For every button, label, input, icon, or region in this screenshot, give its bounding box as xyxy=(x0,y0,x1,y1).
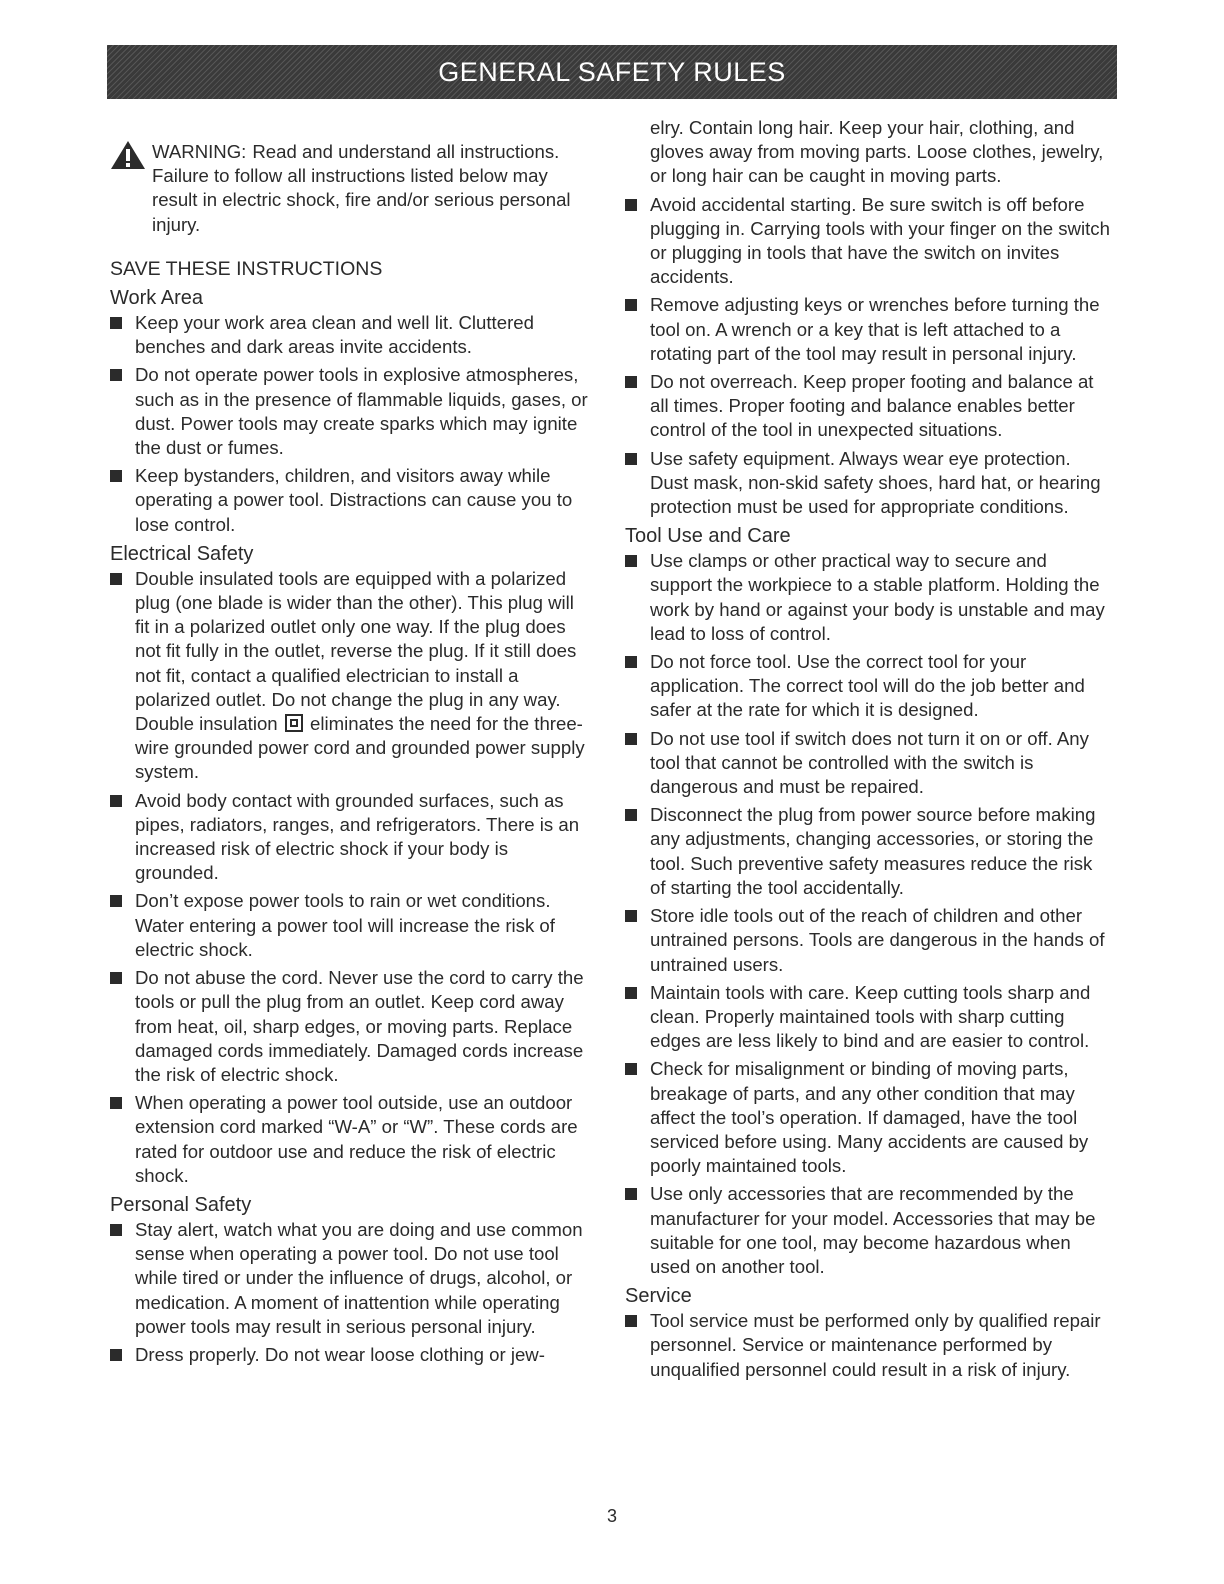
list-item: Remove adjusting keys or wrenches before turning the tool on. A wrench or a key that is left attached to a rotating part of the tool may result in personal injury. xyxy=(625,293,1110,366)
section-title-electrical-safety: Electrical Safety xyxy=(110,542,254,565)
list-item: Keep bystanders, children, and visitors away while operating a power tool. Distractions can cause you to lose control. xyxy=(110,464,590,537)
list-item: Avoid accidental starting. Be sure switch is off before plugging in. Carrying tools with your finger on the switch or plugging in tools that have the switch on invites accidents. xyxy=(625,193,1110,290)
page-title: GENERAL SAFETY RULES xyxy=(438,56,786,87)
tool-use-list xyxy=(625,549,1110,1279)
warning-block xyxy=(110,140,590,237)
section-title-tool-use: Tool Use and Care xyxy=(625,525,791,548)
list-item: Use only accessories that are recommended by the manufacturer for your model. Accessories that may be suitable for one tool, may become hazardous when used on another tool. xyxy=(625,1182,1110,1279)
list-item: Use safety equipment. Always wear eye protection. Dust mask, non-skid safety shoes, hard hat, or hearing protection must be used for appropriate conditions. xyxy=(625,447,1110,520)
list-item: Keep your work area clean and well lit. Cluttered benches and dark areas invite accidents. xyxy=(110,311,590,359)
electrical-safety-list xyxy=(110,567,590,1188)
personal-safety-list-continued xyxy=(625,116,1110,519)
list-item-text: eliminates the need for the three-wire grounded power cord and grounded power supply system. xyxy=(135,713,585,783)
list-item: Do not overreach. Keep proper footing and balance at all times. Proper footing and balance enables better control of the tool in unexpected situations. xyxy=(625,370,1110,443)
list-item: Store idle tools out of the reach of children and other untrained persons. Tools are dangerous in the hands of untrained users. xyxy=(625,904,1110,977)
list-item: Check for misalignment or binding of moving parts, breakage of parts, and any other condition that may affect the tool’s operation. If damaged, have the tool serviced before using. Many accidents are caused by poorly maintained tools. xyxy=(625,1057,1110,1178)
title-banner xyxy=(107,45,1117,99)
list-item: Do not abuse the cord. Never use the cord to carry the tools or pull the plug from an outlet. Keep cord away from heat, oil, sharp edges, or moving parts. Replace damaged cords immediately. Damaged cords increase the risk of electric shock. xyxy=(110,966,590,1087)
list-item: When operating a power tool outside, use an outdoor extension cord marked “W-A” or “W”. These cords are rated for outdoor use and reduce the risk of electric shock. xyxy=(110,1091,590,1188)
list-item: Do not use tool if switch does not turn it on or off. Any tool that cannot be controlled with the switch is dangerous and must be repaired. xyxy=(625,727,1110,800)
right-column xyxy=(625,116,1110,1386)
list-item xyxy=(110,567,590,785)
list-item: Do not force tool. Use the correct tool for your application. The correct tool will do the job better and safer at the rate for which it is designed. xyxy=(625,650,1110,723)
list-item: Do not operate power tools in explosive atmospheres, such as in the presence of flammable liquids, gases, or dust. Power tools may create sparks which may ignite the dust or fumes. xyxy=(110,363,590,460)
list-item: Maintain tools with care. Keep cutting tools sharp and clean. Properly maintained tools with sharp cutting edges are less likely to bind and are easier to control. xyxy=(625,981,1110,1054)
personal-safety-list xyxy=(110,1218,590,1367)
work-area-list xyxy=(110,311,590,537)
save-instructions-heading: SAVE THESE INSTRUCTIONS xyxy=(110,257,383,280)
warning-label: WARNING: xyxy=(152,141,247,162)
list-item: Don’t expose power tools to rain or wet conditions. Water entering a power tool will increase the risk of electric shock. xyxy=(110,889,590,962)
list-item: Avoid body contact with grounded surfaces, such as pipes, radiators, ranges, and refrigerators. There is an increased risk of electric shock if your body is grounded. xyxy=(110,789,590,886)
double-insulation-icon xyxy=(285,714,303,732)
list-item: Dress properly. Do not wear loose clothing or jew- xyxy=(110,1343,590,1367)
section-title-personal-safety: Personal Safety xyxy=(110,1193,252,1216)
section-title-work-area: Work Area xyxy=(110,287,203,310)
warning-triangle-icon xyxy=(110,140,146,170)
service-list xyxy=(625,1309,1110,1382)
list-item-continued: elry. Contain long hair. Keep your hair, clothing, and gloves away from moving parts. Loose clothes, jewelry, or long hair can be caught in moving parts. xyxy=(650,117,1104,187)
list-item: Use clamps or other practical way to secure and support the workpiece to a stable platform. Holding the work by hand or against your body is unstable and may lead to loss of control. xyxy=(625,549,1110,646)
list-item: Stay alert, watch what you are doing and use common sense when operating a power tool. Do not use tool while tired or under the influence of drugs, alcohol, or medication. A moment of inattention while operating power tools may result in serious personal injury. xyxy=(110,1218,590,1339)
section-title-service: Service xyxy=(625,1285,692,1308)
list-item: Tool service must be performed only by qualified repair personnel. Service or maintenance performed by unqualified personnel could result in a risk of injury. xyxy=(625,1309,1110,1382)
list-item-text: Double insulated tools are equipped with a polarized plug (one blade is wider than the other). This plug will fit in a polarized outlet only one way. If the plug does not fit fully in the outlet, reverse the plug. If it still does not fit, contact a qualified electrician to install a polarized outlet. Do not change the plug in any way. Double insulation xyxy=(135,567,577,735)
warning-text: Read and understand all instructions. Failure to follow all instructions listed below may result in electric shock, fire and/or serious personal injury. xyxy=(152,141,571,235)
left-column xyxy=(110,116,590,1371)
list-item: Disconnect the plug from power source before making any adjustments, changing accessories, or storing the tool. Such preventive safety measures reduce the risk of starting the tool accidentally. xyxy=(625,803,1110,900)
page-number: 3 xyxy=(606,1506,617,1526)
